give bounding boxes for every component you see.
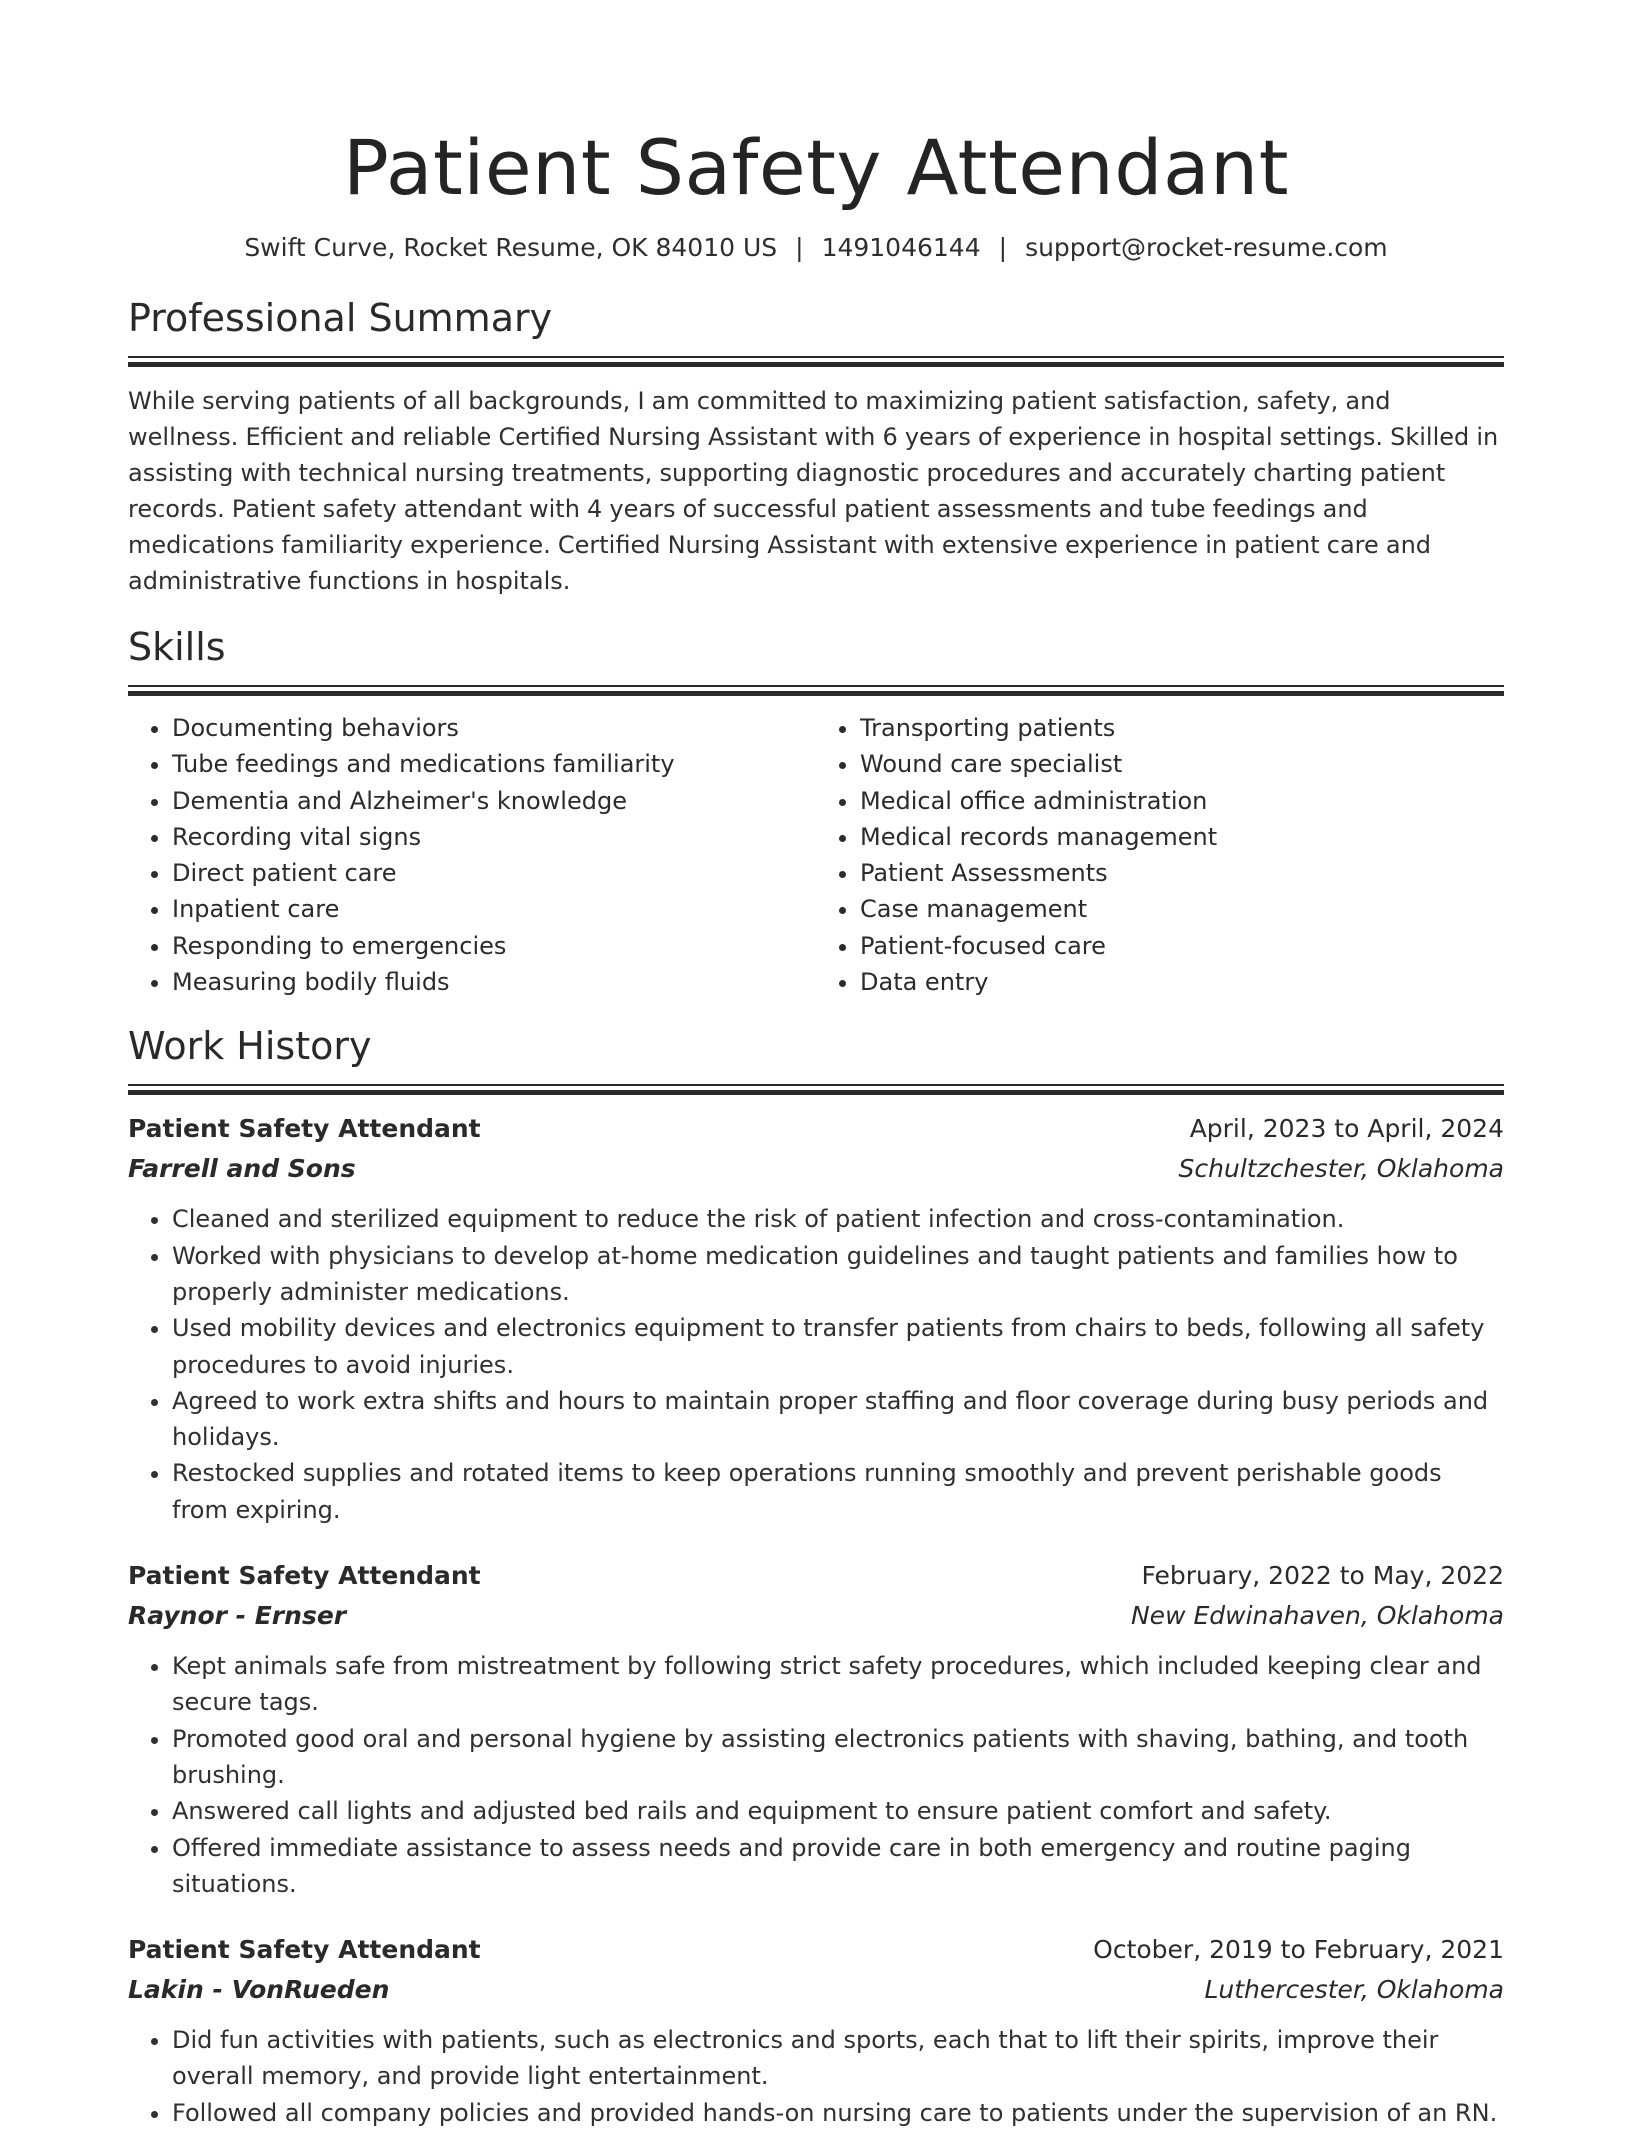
- section-divider: [128, 356, 1504, 367]
- job-entry: [128, 1556, 1504, 1902]
- job-location: Luthercester, Oklahoma: [1204, 1975, 1504, 2005]
- job-bullet: • Worked with physicians to develop at-home medication guidelines and taught patients and families how to properly administer medications.: [172, 1238, 1504, 1311]
- summary-section: [128, 294, 1504, 599]
- skill-item: • Patient-focused care: [860, 928, 1504, 964]
- job-company: Lakin - VonRueden: [128, 1975, 390, 2005]
- job-company-row: [128, 1970, 1504, 2010]
- job-title: Patient Safety Attendant: [128, 1935, 481, 1965]
- contact-line: [128, 232, 1504, 264]
- skills-section: [128, 623, 1504, 1000]
- skill-item: • Direct patient care: [172, 855, 816, 891]
- job-company: Raynor - Ernser: [128, 1601, 347, 1631]
- section-divider: [128, 685, 1504, 696]
- resume-page: [128, 0, 1504, 2131]
- job-bullet: • Used mobility devices and electronics equipment to transfer patients from chairs to beds, following all safety procedures to avoid injuries.: [172, 1310, 1504, 1383]
- job-bullet: • Followed all company policies and provided hands-on nursing care to patients under the supervision of an RN.: [172, 2095, 1504, 2131]
- job-entry: [128, 1109, 1504, 1528]
- summary-text: While serving patients of all backgrounds, I am committed to maximizing patient satisfaction, safety, and wellness. Efficient and reliable Certified Nursing Assistant with 6 years of experience in hospital settings. Skilled in assisting with technical nursing treatments, supporting diagnostic procedures and accurately charting patient records. Patient safety attendant with 4 years of successful patient assessments and tube feedings and medications familiarity experience. Certified Nursing Assistant with extensive experience in patient care and administrative functions in hospitals.: [128, 387, 1499, 595]
- skills-list-right: [816, 710, 1504, 1000]
- skill-item: • Inpatient care: [172, 891, 816, 927]
- job-location: Schultzchester, Oklahoma: [1178, 1154, 1504, 1184]
- skill-item: • Tube feedings and medications familiarity: [172, 746, 816, 782]
- job-company-row: [128, 1149, 1504, 1189]
- job-location: New Edwinahaven, Oklahoma: [1130, 1601, 1504, 1631]
- job-header-row: [128, 1930, 1504, 1970]
- job-bullets: [128, 1201, 1504, 1528]
- skill-item: • Responding to emergencies: [172, 928, 816, 964]
- skill-item: • Dementia and Alzheimer's knowledge: [172, 783, 816, 819]
- skill-item: • Transporting patients: [860, 710, 1504, 746]
- skill-item: • Case management: [860, 891, 1504, 927]
- job-bullets: [128, 2022, 1504, 2131]
- job-bullet: • Offered immediate assistance to assess needs and provide care in both emergency and routine paging situations.: [172, 1830, 1504, 1903]
- separator: |: [795, 233, 804, 262]
- job-bullet: • Agreed to work extra shifts and hours to maintain proper staffing and floor coverage during busy periods and holidays.: [172, 1383, 1504, 1456]
- job-bullet: • Answered call lights and adjusted bed rails and equipment to ensure patient comfort and safety.: [172, 1793, 1504, 1829]
- skill-item: • Recording vital signs: [172, 819, 816, 855]
- address: Swift Curve, Rocket Resume, OK 84010 US: [244, 233, 778, 262]
- section-title-work-history: Work History: [128, 1024, 372, 1069]
- job-company: Farrell and Sons: [128, 1154, 356, 1184]
- job-title: Patient Safety Attendant: [128, 1114, 481, 1144]
- separator: |: [998, 233, 1008, 262]
- skills-list-left: [128, 710, 816, 1000]
- skill-item: • Documenting behaviors: [172, 710, 816, 746]
- job-dates: April, 2023 to April, 2024: [1189, 1114, 1504, 1144]
- job-header-row: [128, 1109, 1504, 1149]
- job-header-row: [128, 1556, 1504, 1596]
- skill-item: • Wound care specialist: [860, 746, 1504, 782]
- job-company-row: [128, 1596, 1504, 1636]
- section-title-skills: Skills: [128, 625, 226, 669]
- job-dates: February, 2022 to May, 2022: [1141, 1561, 1504, 1591]
- job-bullet: • Restocked supplies and rotated items to keep operations running smoothly and prevent perishable goods from expiring.: [172, 1455, 1504, 1528]
- job-bullet: • Kept animals safe from mistreatment by following strict safety procedures, which included keeping clear and secure tags.: [172, 1648, 1504, 1721]
- candidate-name: Patient Safety Attendant: [342, 123, 1289, 212]
- email-link[interactable]: support@rocket-resume.com: [1025, 233, 1388, 262]
- skill-item: • Medical records management: [860, 819, 1504, 855]
- job-title: Patient Safety Attendant: [128, 1561, 481, 1591]
- skill-item: • Patient Assessments: [860, 855, 1504, 891]
- job-bullets: [128, 1648, 1504, 1902]
- phone: 1491046144: [821, 233, 981, 262]
- job-bullet: • Cleaned and sterilized equipment to reduce the risk of patient infection and cross-contamination.: [172, 1201, 1504, 1237]
- section-title-summary: Professional Summary: [128, 296, 553, 340]
- skill-item: • Medical office administration: [860, 783, 1504, 819]
- job-bullet: • Promoted good oral and personal hygiene by assisting electronics patients with shaving, bathing, and tooth brushing.: [172, 1721, 1504, 1794]
- job-dates: October, 2019 to February, 2021: [1093, 1935, 1504, 1965]
- skill-item: • Measuring bodily fluids: [172, 964, 816, 1000]
- job-bullet: • Did fun activities with patients, such as electronics and sports, each that to lift their spirits, improve their overall memory, and provide light entertainment.: [172, 2022, 1504, 2095]
- skill-item: • Data entry: [860, 964, 1504, 1000]
- work-history-section: [128, 1022, 1504, 2131]
- job-entry: [128, 1930, 1504, 2131]
- skills-columns: [128, 710, 1504, 1000]
- section-divider: [128, 1084, 1504, 1095]
